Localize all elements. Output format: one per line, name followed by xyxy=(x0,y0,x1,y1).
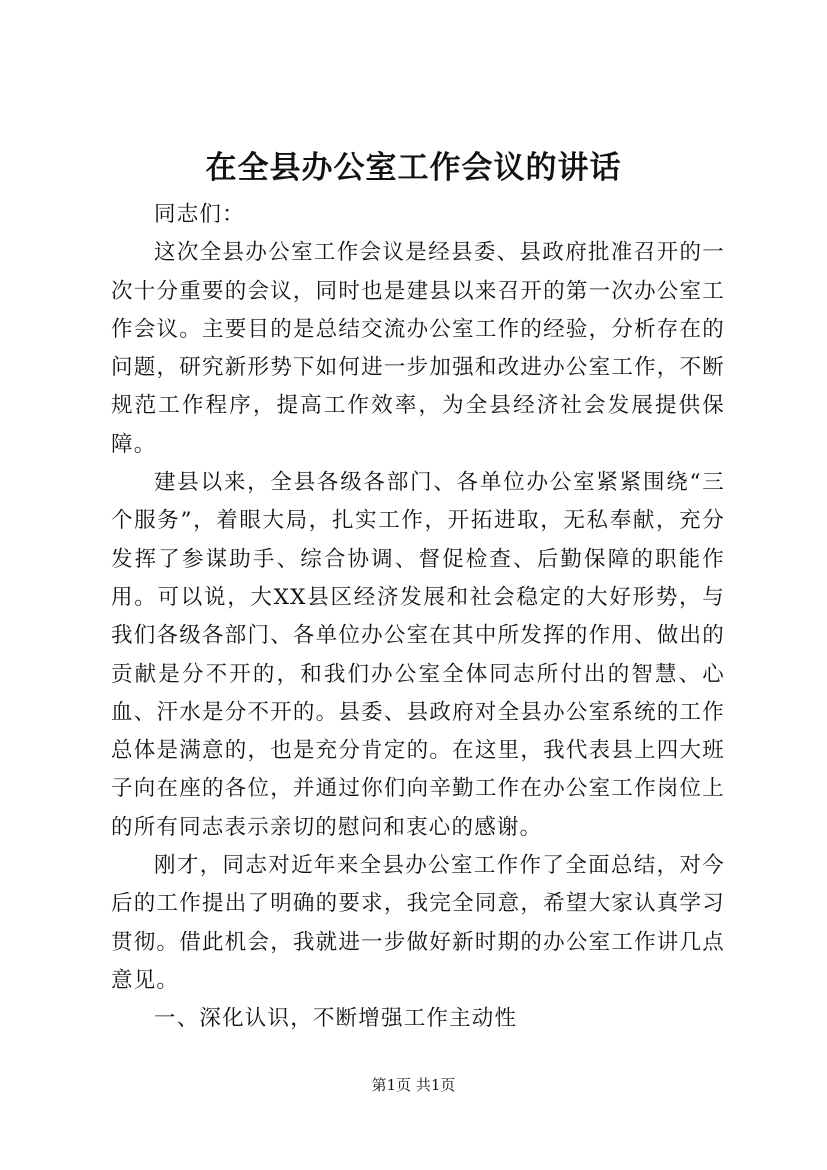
document-body xyxy=(111,196,725,1039)
achievements-paragraph: 建县以来，全县各级各部门、各单位办公室紧紧围绕“三个服务”，着眼大局，扎实工作，开拓进取，无私奉献，充分发挥了参谋助手、综合协调、督促检查、后勤保障的职能作用。可以说，大XX县区经济发展和社会稳定的大好形势，与我们各级各部门、各单位办公室在其中所发挥的作用、做出的贡献是分不开的，和我们办公室全体同志所付出的智慧、心血、汗水是分不开的。县委、县政府对全县办公室系统的工作总体是满意的，也是充分肯定的。在这里，我代表县上四大班子向在座的各位，并通过你们向辛勤工作在办公室工作岗位上的所有同志表示亲切的慰问和衷心的感谢。 xyxy=(111,470,725,840)
intro-paragraph: 这次全县办公室工作会议是经县委、县政府批准召开的一次十分重要的会议，同时也是建县以来召开的第一次办公室工作会议。主要目的是总结交流办公室工作的经验，分析存在的问题，研究新形势下如何进一步加强和改进办公室工作，不断规范工作程序，提高工作效率，为全县经济社会发展提供保障。 xyxy=(111,240,725,457)
document-title: 在全县办公室工作会议的讲话 xyxy=(205,150,622,186)
salutation-paragraph: 同志们： xyxy=(154,202,245,227)
section-heading-1: 一、深化认识，不断增强工作主动性 xyxy=(154,1006,518,1032)
page-footer: 第1页 共1页 xyxy=(371,1076,456,1094)
opinions-paragraph: 刚才，同志对近年来全县办公室工作作了全面总结，对今后的工作提出了明确的要求，我完全同意，希望大家认真学习贯彻。借此机会，我就进一步做好新时期的办公室工作讲几点意见。 xyxy=(111,853,725,993)
